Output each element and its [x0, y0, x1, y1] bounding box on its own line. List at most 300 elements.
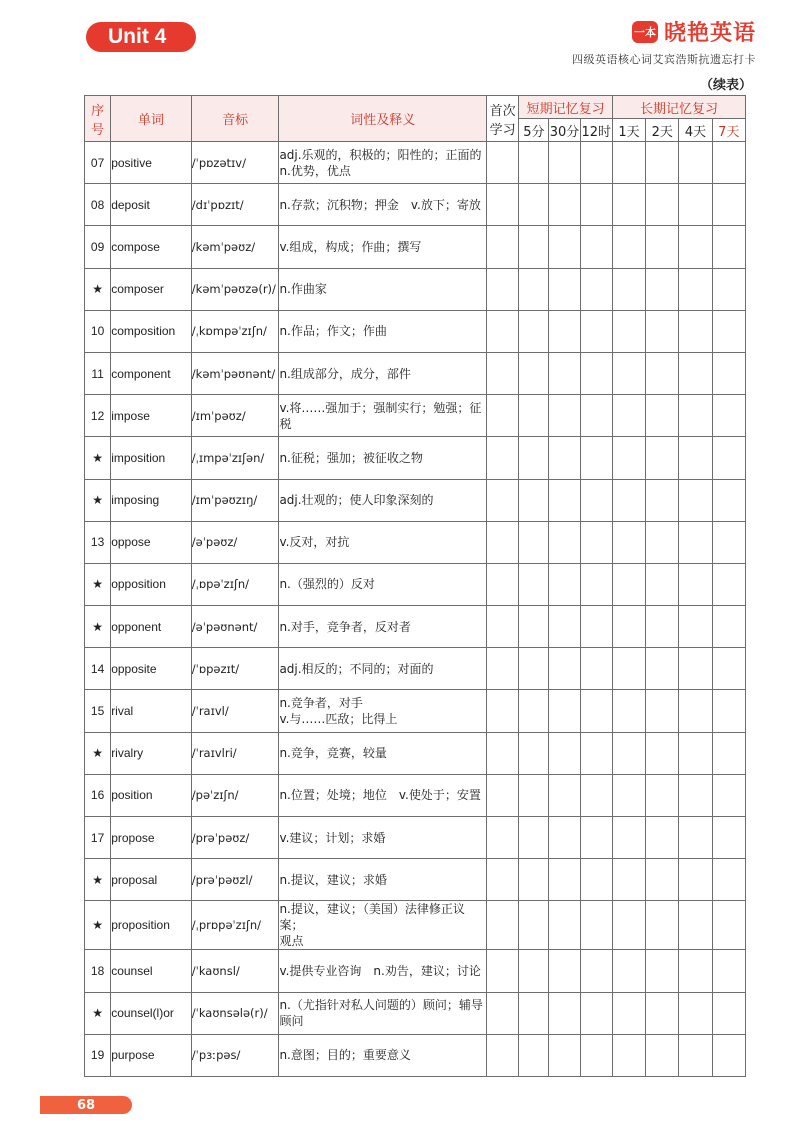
review-checkbox-cell[interactable] — [679, 437, 712, 479]
row-seq: ★ — [85, 479, 111, 521]
table-row — [85, 648, 746, 690]
review-checkbox-cell[interactable] — [486, 521, 518, 563]
review-checkbox-cell[interactable] — [486, 774, 518, 816]
review-checkbox-cell[interactable] — [519, 352, 549, 394]
review-checkbox-cell[interactable] — [549, 437, 580, 479]
review-checkbox-cell[interactable] — [549, 606, 580, 648]
review-checkbox-cell[interactable] — [646, 648, 679, 690]
review-checkbox-cell[interactable] — [549, 817, 580, 859]
header-interval-1day: 1天 — [612, 119, 645, 142]
review-checkbox-cell[interactable] — [612, 817, 645, 859]
review-checkbox-cell[interactable] — [486, 901, 518, 950]
row-meaning: adj.乐观的，积极的；阳性的；正面的 n.优势，优点 — [279, 142, 487, 184]
review-checkbox-cell[interactable] — [679, 1034, 712, 1076]
review-checkbox-cell[interactable] — [612, 563, 645, 605]
review-checkbox-cell[interactable] — [549, 521, 580, 563]
review-checkbox-cell[interactable] — [679, 352, 712, 394]
row-seq: ★ — [85, 992, 111, 1034]
row-word: rival — [111, 690, 192, 732]
review-checkbox-cell[interactable] — [486, 992, 518, 1034]
review-checkbox-cell[interactable] — [486, 859, 518, 901]
table-row — [85, 606, 746, 648]
brand-name: 晓艳英语 — [663, 21, 756, 46]
review-checkbox-cell[interactable] — [612, 950, 645, 992]
review-checkbox-cell[interactable] — [712, 352, 745, 394]
review-checkbox-cell[interactable] — [679, 479, 712, 521]
review-checkbox-cell[interactable] — [519, 606, 549, 648]
review-checkbox-cell[interactable] — [612, 774, 645, 816]
review-checkbox-cell[interactable] — [549, 142, 580, 184]
review-checkbox-cell[interactable] — [580, 774, 612, 816]
row-seq: 16 — [85, 774, 111, 816]
review-checkbox-cell[interactable] — [646, 1034, 679, 1076]
row-seq: 18 — [85, 950, 111, 992]
continued-label: （续表） — [699, 78, 752, 93]
review-checkbox-cell[interactable] — [712, 184, 745, 226]
row-meaning: n.提议，建议；（美国）法律修正议案； 观点 — [279, 901, 487, 950]
review-checkbox-cell[interactable] — [646, 479, 679, 521]
review-checkbox-cell[interactable] — [612, 226, 645, 268]
review-checkbox-cell[interactable] — [712, 563, 745, 605]
row-seq: ★ — [85, 732, 111, 774]
header-meaning: 词性及释义 — [279, 96, 487, 142]
review-checkbox-cell[interactable] — [519, 142, 549, 184]
row-word: propose — [111, 817, 192, 859]
review-checkbox-cell[interactable] — [679, 310, 712, 352]
review-checkbox-cell[interactable] — [486, 184, 518, 226]
row-word: opposition — [111, 563, 192, 605]
row-word: imposing — [111, 479, 192, 521]
row-phonetic: /prəˈpəʊz/ — [191, 817, 279, 859]
review-checkbox-cell[interactable] — [612, 142, 645, 184]
review-checkbox-cell[interactable] — [519, 732, 549, 774]
row-phonetic: /kəmˈpəʊz/ — [191, 226, 279, 268]
row-phonetic: /ˌkɒmpəˈzɪʃn/ — [191, 310, 279, 352]
row-meaning: adj.相反的；不同的；对面的 — [279, 648, 487, 690]
table-row — [85, 1034, 746, 1076]
review-checkbox-cell[interactable] — [519, 563, 549, 605]
review-checkbox-cell[interactable] — [486, 479, 518, 521]
review-checkbox-cell[interactable] — [612, 310, 645, 352]
row-phonetic: /kəmˈpəʊzə(r)/ — [191, 268, 279, 310]
review-checkbox-cell[interactable] — [646, 774, 679, 816]
header-first-study: 首次学习 — [486, 96, 518, 142]
review-checkbox-cell[interactable] — [646, 690, 679, 732]
review-checkbox-cell[interactable] — [646, 395, 679, 437]
review-checkbox-cell[interactable] — [679, 901, 712, 950]
row-seq: 07 — [85, 142, 111, 184]
review-checkbox-cell[interactable] — [549, 774, 580, 816]
table-row — [85, 310, 746, 352]
vocab-table — [84, 95, 746, 1077]
review-checkbox-cell[interactable] — [612, 352, 645, 394]
row-meaning: adj.壮观的；使人印象深刻的 — [279, 479, 487, 521]
row-phonetic: /ˈpɒzətɪv/ — [191, 142, 279, 184]
vocab-body — [85, 142, 746, 1077]
header-word: 单词 — [111, 96, 192, 142]
page-number: 68 — [40, 1096, 132, 1114]
row-phonetic: /ˈkaʊnsələ(r)/ — [191, 992, 279, 1034]
review-checkbox-cell[interactable] — [712, 690, 745, 732]
review-checkbox-cell[interactable] — [519, 1034, 549, 1076]
review-checkbox-cell[interactable] — [549, 1034, 580, 1076]
row-meaning: n.组成部分，成分，部件 — [279, 352, 487, 394]
review-checkbox-cell[interactable] — [646, 310, 679, 352]
table-row — [85, 690, 746, 732]
row-phonetic: /ˈɒpəzɪt/ — [191, 648, 279, 690]
review-checkbox-cell[interactable] — [679, 690, 712, 732]
review-checkbox-cell[interactable] — [580, 142, 612, 184]
row-meaning: n.意图；目的；重要意义 — [279, 1034, 487, 1076]
row-phonetic: /pəˈzɪʃn/ — [191, 774, 279, 816]
review-checkbox-cell[interactable] — [549, 859, 580, 901]
review-checkbox-cell[interactable] — [486, 606, 518, 648]
brand-subtitle: 四级英语核心词艾宾浩斯抗遗忘打卡 — [572, 53, 756, 66]
row-seq: 09 — [85, 226, 111, 268]
review-checkbox-cell[interactable] — [580, 690, 612, 732]
header-interval-4day: 4天 — [679, 119, 712, 142]
row-word: opposite — [111, 648, 192, 690]
review-checkbox-cell[interactable] — [712, 817, 745, 859]
row-phonetic: /ˌɪmpəˈzɪʃən/ — [191, 437, 279, 479]
row-phonetic: /ˈraɪvl/ — [191, 690, 279, 732]
review-checkbox-cell[interactable] — [679, 184, 712, 226]
header-seq: 序号 — [85, 96, 111, 142]
review-checkbox-cell[interactable] — [712, 859, 745, 901]
review-checkbox-cell[interactable] — [519, 992, 549, 1034]
row-seq: ★ — [85, 859, 111, 901]
review-checkbox-cell[interactable] — [679, 950, 712, 992]
review-checkbox-cell[interactable] — [712, 226, 745, 268]
table-row — [85, 352, 746, 394]
review-checkbox-cell[interactable] — [612, 479, 645, 521]
row-seq: 15 — [85, 690, 111, 732]
review-checkbox-cell[interactable] — [486, 142, 518, 184]
row-word: position — [111, 774, 192, 816]
table-row — [85, 395, 746, 437]
review-checkbox-cell[interactable] — [519, 268, 549, 310]
row-word: imposition — [111, 437, 192, 479]
review-checkbox-cell[interactable] — [646, 521, 679, 563]
row-seq: 19 — [85, 1034, 111, 1076]
row-seq: ★ — [85, 268, 111, 310]
review-checkbox-cell[interactable] — [712, 395, 745, 437]
review-checkbox-cell[interactable] — [549, 732, 580, 774]
review-checkbox-cell[interactable] — [646, 352, 679, 394]
row-word: counsel — [111, 950, 192, 992]
row-meaning: n.作品；作文；作曲 — [279, 310, 487, 352]
review-checkbox-cell[interactable] — [712, 268, 745, 310]
row-seq: 17 — [85, 817, 111, 859]
review-checkbox-cell[interactable] — [580, 268, 612, 310]
row-seq: ★ — [85, 606, 111, 648]
row-meaning: v.组成，构成；作曲；撰写 — [279, 226, 487, 268]
review-checkbox-cell[interactable] — [486, 437, 518, 479]
row-word: counsel(l)or — [111, 992, 192, 1034]
row-word: composition — [111, 310, 192, 352]
review-checkbox-cell[interactable] — [486, 648, 518, 690]
review-checkbox-cell[interactable] — [549, 479, 580, 521]
review-checkbox-cell[interactable] — [486, 310, 518, 352]
review-checkbox-cell[interactable] — [646, 142, 679, 184]
row-meaning: n.提议，建议；求婚 — [279, 859, 487, 901]
row-meaning: v.将……强加于；强制实行；勉强；征税 — [279, 395, 487, 437]
table-row — [85, 817, 746, 859]
row-phonetic: /ˈraɪvlri/ — [191, 732, 279, 774]
review-checkbox-cell[interactable] — [549, 268, 580, 310]
review-checkbox-cell[interactable] — [580, 310, 612, 352]
review-checkbox-cell[interactable] — [612, 992, 645, 1034]
review-checkbox-cell[interactable] — [646, 992, 679, 1034]
review-checkbox-cell[interactable] — [486, 226, 518, 268]
review-checkbox-cell[interactable] — [712, 310, 745, 352]
header-short-term: 短期记忆复习 — [519, 96, 613, 119]
review-checkbox-cell[interactable] — [519, 479, 549, 521]
review-checkbox-cell[interactable] — [549, 563, 580, 605]
table-row — [85, 774, 746, 816]
review-checkbox-cell[interactable] — [486, 352, 518, 394]
header-interval-30min: 30分 — [549, 119, 580, 142]
review-checkbox-cell[interactable] — [712, 950, 745, 992]
review-checkbox-cell[interactable] — [612, 690, 645, 732]
review-checkbox-cell[interactable] — [519, 859, 549, 901]
table-row — [85, 859, 746, 901]
review-checkbox-cell[interactable] — [549, 992, 580, 1034]
review-checkbox-cell[interactable] — [646, 606, 679, 648]
review-checkbox-cell[interactable] — [519, 648, 549, 690]
review-checkbox-cell[interactable] — [486, 268, 518, 310]
review-checkbox-cell[interactable] — [580, 859, 612, 901]
review-checkbox-cell[interactable] — [486, 817, 518, 859]
review-checkbox-cell[interactable] — [612, 1034, 645, 1076]
review-checkbox-cell[interactable] — [580, 1034, 612, 1076]
review-checkbox-cell[interactable] — [549, 648, 580, 690]
row-phonetic: /ˈpɜːpəs/ — [191, 1034, 279, 1076]
row-phonetic: /ˈkaʊnsl/ — [191, 950, 279, 992]
review-checkbox-cell[interactable] — [612, 859, 645, 901]
review-checkbox-cell[interactable] — [612, 395, 645, 437]
review-checkbox-cell[interactable] — [679, 648, 712, 690]
review-checkbox-cell[interactable] — [712, 732, 745, 774]
review-checkbox-cell[interactable] — [612, 648, 645, 690]
review-checkbox-cell[interactable] — [712, 774, 745, 816]
row-phonetic: /əˈpəʊz/ — [191, 521, 279, 563]
review-checkbox-cell[interactable] — [646, 226, 679, 268]
review-checkbox-cell[interactable] — [549, 950, 580, 992]
review-checkbox-cell[interactable] — [712, 142, 745, 184]
review-checkbox-cell[interactable] — [549, 352, 580, 394]
row-meaning: n.（尤指针对私人问题的）顾问；辅导 顾问 — [279, 992, 487, 1034]
review-checkbox-cell[interactable] — [646, 901, 679, 950]
review-checkbox-cell[interactable] — [580, 901, 612, 950]
table-row — [85, 901, 746, 950]
header-interval-2day: 2天 — [646, 119, 679, 142]
review-checkbox-cell[interactable] — [712, 479, 745, 521]
review-checkbox-cell[interactable] — [519, 310, 549, 352]
table-row — [85, 732, 746, 774]
review-checkbox-cell[interactable] — [580, 992, 612, 1034]
review-checkbox-cell[interactable] — [580, 563, 612, 605]
review-checkbox-cell[interactable] — [679, 859, 712, 901]
row-word: proposition — [111, 901, 192, 950]
header-interval-7day: 7天 — [712, 119, 745, 142]
unit-label: Unit 4 — [86, 22, 196, 52]
row-meaning: n.存款；沉积物；押金 v.放下；寄放 — [279, 184, 487, 226]
row-meaning: n.位置；处境；地位 v.使处于；安置 — [279, 774, 487, 816]
review-checkbox-cell[interactable] — [486, 395, 518, 437]
review-checkbox-cell[interactable] — [612, 184, 645, 226]
review-checkbox-cell[interactable] — [679, 142, 712, 184]
table-row — [85, 521, 746, 563]
review-checkbox-cell[interactable] — [646, 563, 679, 605]
row-meaning: v.提供专业咨询 n.劝告，建议；讨论 — [279, 950, 487, 992]
review-checkbox-cell[interactable] — [679, 395, 712, 437]
review-checkbox-cell[interactable] — [612, 437, 645, 479]
row-word: composer — [111, 268, 192, 310]
review-checkbox-cell[interactable] — [486, 563, 518, 605]
row-word: deposit — [111, 184, 192, 226]
review-checkbox-cell[interactable] — [519, 521, 549, 563]
review-checkbox-cell[interactable] — [580, 606, 612, 648]
review-checkbox-cell[interactable] — [580, 479, 612, 521]
review-checkbox-cell[interactable] — [580, 732, 612, 774]
table-row — [85, 437, 746, 479]
row-phonetic: /ɪmˈpəʊz/ — [191, 395, 279, 437]
review-checkbox-cell[interactable] — [486, 690, 518, 732]
header-long-term: 长期记忆复习 — [612, 96, 745, 119]
table-row — [85, 184, 746, 226]
review-checkbox-cell[interactable] — [519, 226, 549, 268]
table-row — [85, 992, 746, 1034]
review-checkbox-cell[interactable] — [549, 310, 580, 352]
review-checkbox-cell[interactable] — [549, 690, 580, 732]
review-checkbox-cell[interactable] — [679, 992, 712, 1034]
row-seq: 14 — [85, 648, 111, 690]
review-checkbox-cell[interactable] — [712, 992, 745, 1034]
review-checkbox-cell[interactable] — [519, 395, 549, 437]
row-seq: 12 — [85, 395, 111, 437]
row-word: positive — [111, 142, 192, 184]
review-checkbox-cell[interactable] — [679, 563, 712, 605]
brand-logo-icon: 一本 — [632, 21, 658, 43]
table-row — [85, 563, 746, 605]
review-checkbox-cell[interactable] — [612, 521, 645, 563]
review-checkbox-cell[interactable] — [646, 817, 679, 859]
row-meaning: n.作曲家 — [279, 268, 487, 310]
row-word: impose — [111, 395, 192, 437]
row-word: compose — [111, 226, 192, 268]
row-meaning: n.竞争者，对手 v.与……匹敌；比得上 — [279, 690, 487, 732]
review-checkbox-cell[interactable] — [580, 226, 612, 268]
review-checkbox-cell[interactable] — [580, 648, 612, 690]
table-row — [85, 268, 746, 310]
row-seq: 08 — [85, 184, 111, 226]
row-phonetic: /əˈpəʊnənt/ — [191, 606, 279, 648]
review-checkbox-cell[interactable] — [679, 817, 712, 859]
row-word: oppose — [111, 521, 192, 563]
review-checkbox-cell[interactable] — [646, 437, 679, 479]
row-meaning: n.（强烈的）反对 — [279, 563, 487, 605]
review-checkbox-cell[interactable] — [519, 184, 549, 226]
review-checkbox-cell[interactable] — [646, 859, 679, 901]
review-checkbox-cell[interactable] — [679, 774, 712, 816]
row-word: proposal — [111, 859, 192, 901]
header-phonetic: 音标 — [191, 96, 279, 142]
review-checkbox-cell[interactable] — [612, 268, 645, 310]
row-word: component — [111, 352, 192, 394]
row-seq: ★ — [85, 563, 111, 605]
review-checkbox-cell[interactable] — [679, 521, 712, 563]
row-word: purpose — [111, 1034, 192, 1076]
review-checkbox-cell[interactable] — [549, 184, 580, 226]
row-meaning: n.征税；强加；被征收之物 — [279, 437, 487, 479]
row-meaning: v.建议；计划；求婚 — [279, 817, 487, 859]
review-checkbox-cell[interactable] — [486, 1034, 518, 1076]
review-checkbox-cell[interactable] — [519, 950, 549, 992]
review-checkbox-cell[interactable] — [549, 226, 580, 268]
brand — [572, 16, 756, 67]
row-phonetic: /kəmˈpəʊnənt/ — [191, 352, 279, 394]
review-checkbox-cell[interactable] — [549, 395, 580, 437]
review-checkbox-cell[interactable] — [712, 901, 745, 950]
review-checkbox-cell[interactable] — [519, 437, 549, 479]
row-seq: 11 — [85, 352, 111, 394]
table-row — [85, 950, 746, 992]
row-word: rivalry — [111, 732, 192, 774]
table-row — [85, 226, 746, 268]
review-checkbox-cell[interactable] — [519, 774, 549, 816]
review-checkbox-cell[interactable] — [679, 606, 712, 648]
table-row — [85, 479, 746, 521]
row-seq: ★ — [85, 901, 111, 950]
review-checkbox-cell[interactable] — [646, 268, 679, 310]
review-checkbox-cell[interactable] — [580, 817, 612, 859]
review-checkbox-cell[interactable] — [679, 732, 712, 774]
review-checkbox-cell[interactable] — [580, 437, 612, 479]
review-checkbox-cell[interactable] — [712, 437, 745, 479]
review-checkbox-cell[interactable] — [580, 950, 612, 992]
row-phonetic: /ˌɒpəˈzɪʃn/ — [191, 563, 279, 605]
review-checkbox-cell[interactable] — [712, 648, 745, 690]
review-checkbox-cell[interactable] — [612, 606, 645, 648]
review-checkbox-cell[interactable] — [679, 226, 712, 268]
review-checkbox-cell[interactable] — [646, 732, 679, 774]
review-checkbox-cell[interactable] — [712, 521, 745, 563]
review-checkbox-cell[interactable] — [712, 1034, 745, 1076]
row-meaning: v.反对，对抗 — [279, 521, 487, 563]
review-checkbox-cell[interactable] — [612, 732, 645, 774]
review-checkbox-cell[interactable] — [486, 732, 518, 774]
review-checkbox-cell[interactable] — [712, 606, 745, 648]
row-seq: ★ — [85, 437, 111, 479]
review-checkbox-cell[interactable] — [646, 184, 679, 226]
review-checkbox-cell[interactable] — [486, 950, 518, 992]
review-checkbox-cell[interactable] — [580, 521, 612, 563]
review-checkbox-cell[interactable] — [549, 901, 580, 950]
review-checkbox-cell[interactable] — [646, 950, 679, 992]
review-checkbox-cell[interactable] — [580, 352, 612, 394]
review-checkbox-cell[interactable] — [679, 268, 712, 310]
row-meaning: n.竞争，竞赛，较量 — [279, 732, 487, 774]
review-checkbox-cell[interactable] — [612, 901, 645, 950]
row-phonetic: /prəˈpəʊzl/ — [191, 859, 279, 901]
review-checkbox-cell[interactable] — [519, 817, 549, 859]
review-checkbox-cell[interactable] — [519, 690, 549, 732]
review-checkbox-cell[interactable] — [519, 901, 549, 950]
header-interval-12h: 12时 — [580, 119, 612, 142]
review-checkbox-cell[interactable] — [580, 395, 612, 437]
review-checkbox-cell[interactable] — [580, 184, 612, 226]
